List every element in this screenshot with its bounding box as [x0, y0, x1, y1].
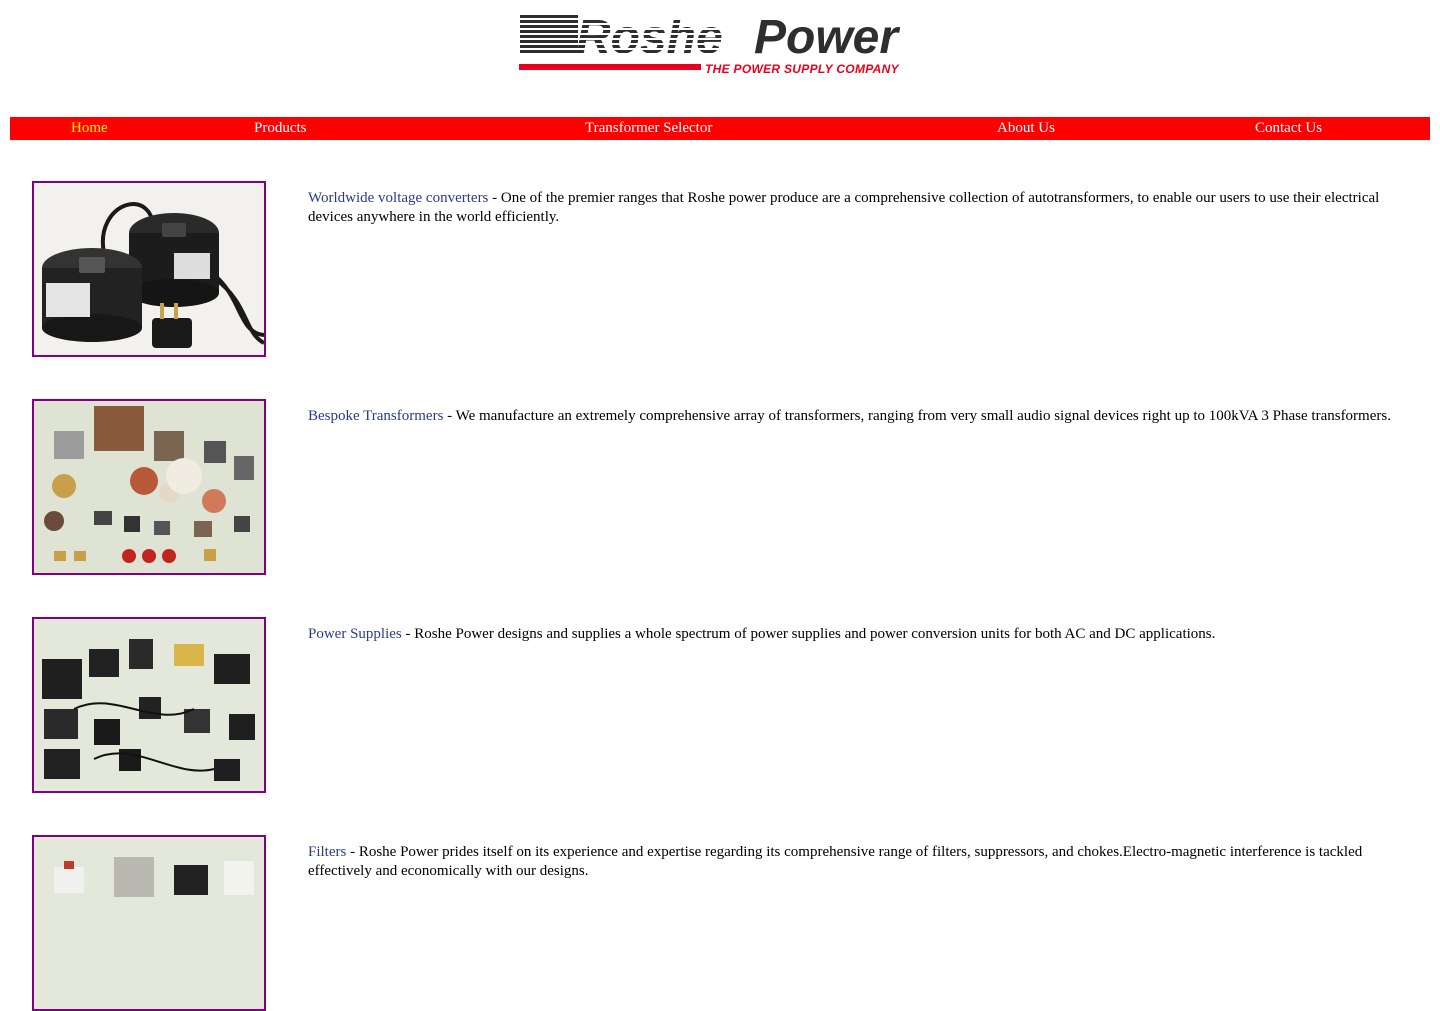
logo-tagline: THE POWER SUPPLY COMPANY [705, 62, 899, 76]
power-supplies-text: - Roshe Power designs and supplies a whole spectrum of power supplies and power conversion units for both AC and DC applications. [401, 626, 1216, 642]
nav-home[interactable]: Home [71, 120, 108, 136]
filters-description [308, 843, 1398, 881]
nav-about-us[interactable]: About Us [997, 120, 1055, 136]
bespoke-transformers-link[interactable]: Bespoke Transformers [308, 408, 444, 424]
filters-link[interactable]: Filters [308, 844, 347, 860]
logo-brand-roshe: Roshe [576, 11, 723, 64]
product-row-filters [32, 835, 1412, 1011]
product-row-bespoke-transformers [32, 399, 1412, 575]
roshe-power-logo [518, 10, 928, 80]
logo-brand-power: Power [754, 11, 899, 64]
main-nav-bar [10, 117, 1430, 140]
power-supplies-description [308, 625, 1398, 644]
filters-image[interactable] [32, 835, 266, 1011]
voltage-converters-text: - One of the premier ranges that Roshe power produce are a comprehensive collection of autotransformers, to enable our users to use their electrical devices anywhere in the world efficiently. [308, 190, 1380, 225]
product-row-voltage-converters [32, 181, 1412, 357]
nav-transformer-selector[interactable]: Transformer Selector [585, 120, 713, 136]
nav-contact-us[interactable]: Contact Us [1255, 120, 1323, 136]
bespoke-transformers-image[interactable] [32, 399, 266, 575]
voltage-converters-image[interactable] [32, 181, 266, 357]
filters-text: - Roshe Power prides itself on its experience and expertise regarding its comprehensive range of filters, suppressors, and chokes.Electro-magnetic interference is tackled effectively and economically with our designs. [308, 844, 1363, 879]
product-row-power-supplies [32, 617, 1412, 793]
voltage-converters-link[interactable]: Worldwide voltage converters [308, 190, 489, 206]
voltage-converters-description [308, 189, 1398, 227]
bespoke-transformers-text: - We manufacture an extremely comprehensive array of transformers, ranging from very small audio signal devices right up to 100kVA 3 Phase transformers. [443, 408, 1391, 424]
nav-products[interactable]: Products [254, 120, 307, 136]
power-supplies-image[interactable] [32, 617, 266, 793]
bespoke-transformers-description [308, 407, 1398, 426]
power-supplies-link[interactable]: Power Supplies [308, 626, 402, 642]
logo-graphic [518, 10, 928, 70]
